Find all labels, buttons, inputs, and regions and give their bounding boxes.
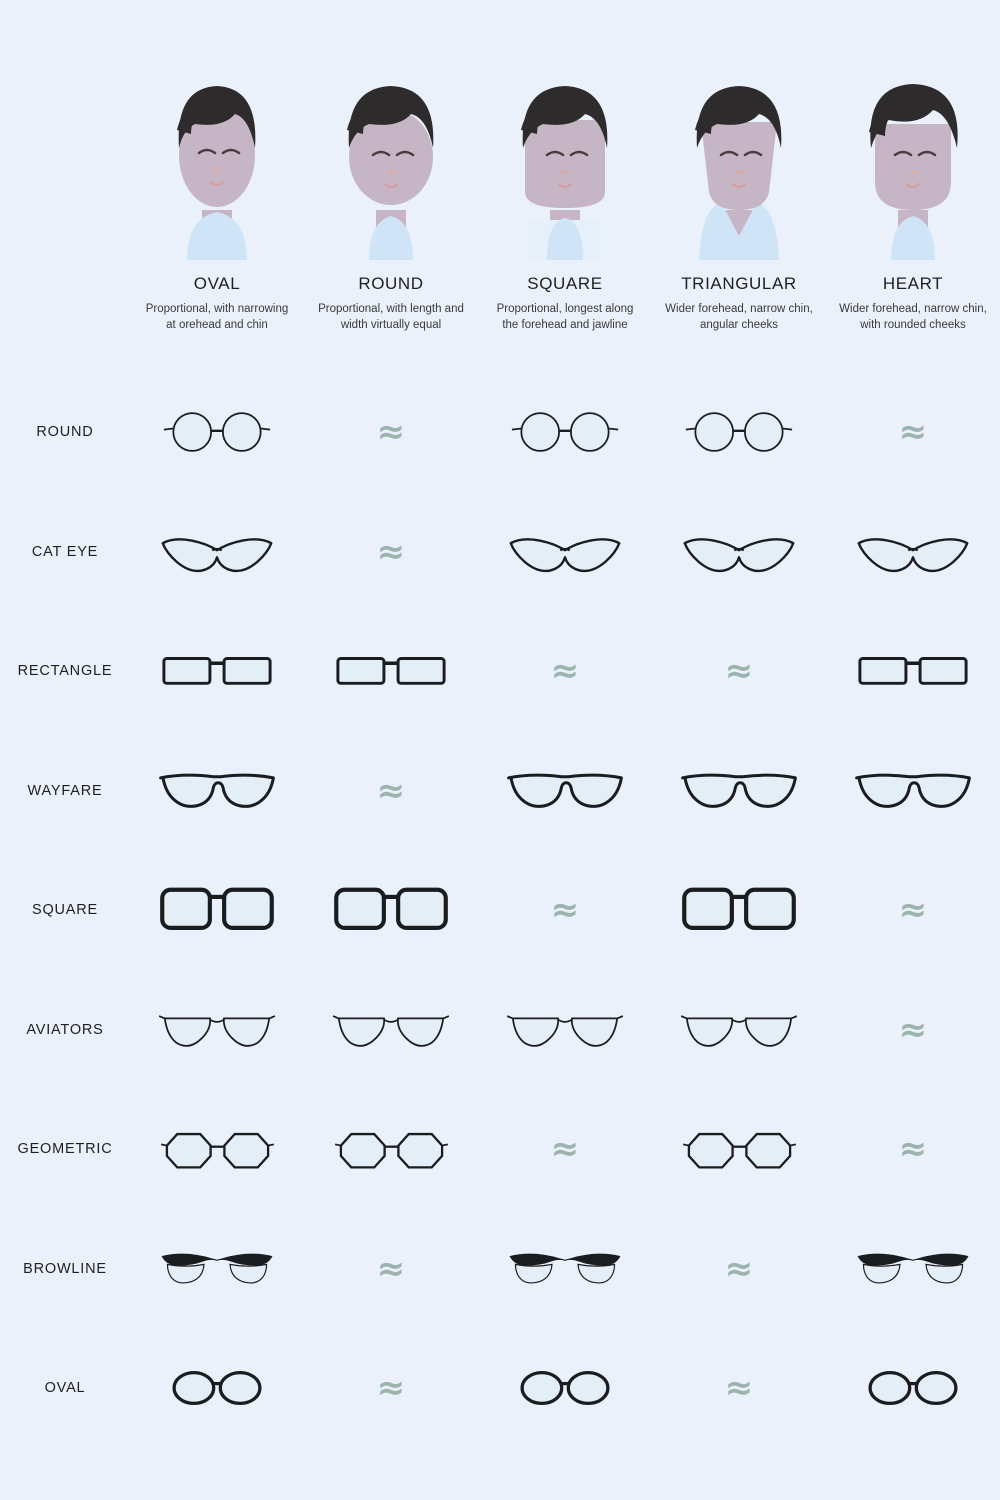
no-match-cell: [304, 492, 478, 612]
glasses-art: [853, 768, 973, 813]
face-desc-heart: Wider forehead, narrow chin, with rounded cheeks: [839, 303, 987, 331]
frame-row: [0, 1328, 1000, 1448]
face-column-heart: [826, 60, 1000, 333]
glasses-oval-icon: [130, 1328, 304, 1448]
glasses-art: [506, 530, 624, 574]
glasses-art: [854, 650, 972, 693]
frame-row-label: GEOMETRIC: [17, 1141, 113, 1157]
glasses-cateye-icon: [826, 492, 1000, 612]
frame-row-label: SQUARE: [31, 902, 99, 918]
no-match-cell: [826, 1089, 1000, 1209]
glasses-wayfare-icon: [652, 731, 826, 851]
glasses-oval-icon: [826, 1328, 1000, 1448]
glasses-wayfare-icon: [130, 731, 304, 851]
no-match-icon: ≈: [550, 651, 580, 691]
no-match-cell: [304, 1209, 478, 1329]
face-desc-triangular: Wider forehead, narrow chin, angular cheeks: [665, 303, 813, 331]
face-illustration-square: [495, 60, 635, 260]
frame-row-cells: [130, 492, 1000, 612]
face-name-heart: HEART: [882, 274, 944, 293]
no-match-icon: ≈: [376, 770, 406, 811]
no-match-cell: [826, 970, 1000, 1090]
frame-row-label: AVIATORS: [26, 1021, 104, 1038]
glasses-aviator-icon: [130, 970, 304, 1090]
no-match-icon: ≈: [376, 531, 406, 572]
frame-row-label: ROUND: [36, 424, 94, 440]
glasses-art: [681, 1009, 797, 1051]
glasses-geometric-icon: [130, 1089, 304, 1209]
glasses-art: [162, 1369, 272, 1407]
glasses-art: [332, 650, 450, 693]
glasses-art: [510, 1369, 620, 1407]
no-match-cell: [304, 1328, 478, 1448]
glasses-art: [158, 407, 276, 457]
no-match-cell: [304, 731, 478, 851]
frame-row: [0, 492, 1000, 612]
no-match-icon: ≈: [898, 412, 928, 452]
face-illustration-round: [321, 60, 461, 260]
glasses-art: [506, 407, 624, 457]
frame-row-cells: [130, 1209, 1000, 1329]
glasses-art: [680, 407, 798, 457]
frame-row-cells: [130, 850, 1000, 970]
frame-row-cells: [130, 970, 1000, 1090]
glasses-square-icon: [130, 850, 304, 970]
glasses-art: [160, 1127, 275, 1171]
no-match-icon: ≈: [376, 1368, 406, 1408]
face-column-triangular: [652, 60, 826, 333]
glasses-round-icon: [478, 372, 652, 492]
frame-row: [0, 731, 1000, 851]
glasses-aviator-icon: [652, 970, 826, 1090]
no-match-icon: ≈: [898, 1009, 928, 1050]
frame-row: [0, 970, 1000, 1090]
face-illustration-triangular: [669, 60, 809, 260]
glasses-art: [854, 530, 972, 574]
glasses-art: [854, 1249, 972, 1288]
frame-row: [0, 372, 1000, 492]
face-illustration-heart: [843, 60, 983, 260]
frame-row: [0, 611, 1000, 731]
glasses-round-icon: [130, 372, 304, 492]
glasses-rectangle-icon: [826, 611, 1000, 731]
face-desc-round: Proportional, with length and width virtually equal: [318, 303, 464, 331]
no-match-cell: [478, 611, 652, 731]
no-match-cell: [304, 372, 478, 492]
frame-row-cells: [130, 1328, 1000, 1448]
frame-row: [0, 1209, 1000, 1329]
glasses-aviator-icon: [304, 970, 478, 1090]
glasses-art: [333, 1009, 449, 1051]
glasses-cateye-icon: [478, 492, 652, 612]
glasses-art: [858, 1369, 968, 1407]
glasses-art: [158, 1249, 276, 1288]
glasses-browline-icon: [130, 1209, 304, 1329]
no-match-icon: ≈: [724, 1368, 754, 1408]
frame-row-cells: [130, 372, 1000, 492]
glasses-art: [506, 1249, 624, 1288]
no-match-cell: [478, 1089, 652, 1209]
frame-row: [0, 1089, 1000, 1209]
no-match-cell: [652, 1209, 826, 1329]
face-desc-oval: Proportional, with narrowing at orehead and chin: [145, 303, 289, 331]
glasses-art: [157, 768, 277, 813]
glasses-rectangle-icon: [304, 611, 478, 731]
glasses-square-icon: [652, 850, 826, 970]
no-match-icon: ≈: [550, 890, 580, 930]
glasses-browline-icon: [826, 1209, 1000, 1329]
face-name-round: ROUND: [358, 274, 424, 293]
no-match-icon: ≈: [376, 412, 406, 452]
no-match-icon: ≈: [550, 1129, 580, 1169]
no-match-cell: [652, 1328, 826, 1448]
no-match-cell: [826, 850, 1000, 970]
glasses-art: [158, 650, 276, 693]
frame-row: [0, 850, 1000, 970]
glasses-cateye-icon: [652, 492, 826, 612]
glasses-round-icon: [652, 372, 826, 492]
no-match-icon: ≈: [376, 1248, 406, 1289]
glasses-art: [505, 768, 625, 813]
glasses-geometric-icon: [652, 1089, 826, 1209]
face-column-square: [478, 60, 652, 333]
face-name-oval: OVAL: [193, 274, 241, 293]
glasses-wayfare-icon: [826, 731, 1000, 851]
frame-row-cells: [130, 611, 1000, 731]
face-type-header: [130, 60, 1000, 333]
frame-row-label: RECTANGLE: [17, 663, 113, 679]
glasses-art: [331, 885, 451, 935]
no-match-cell: [652, 611, 826, 731]
frame-row-label: CAT EYE: [31, 543, 99, 560]
glasses-art: [679, 768, 799, 813]
glasses-art: [679, 885, 799, 935]
no-match-cell: [478, 850, 652, 970]
glasses-art: [507, 1009, 623, 1051]
glasses-art: [159, 1009, 275, 1051]
glasses-cateye-icon: [130, 492, 304, 612]
frame-row-label: WAYFARE: [27, 782, 103, 799]
glasses-aviator-icon: [478, 970, 652, 1090]
face-illustration-oval: [147, 60, 287, 260]
glasses-square-icon: [304, 850, 478, 970]
no-match-icon: ≈: [724, 651, 754, 691]
glasses-oval-icon: [478, 1328, 652, 1448]
face-column-oval: [130, 60, 304, 333]
glasses-art: [157, 885, 277, 935]
frame-row-cells: [130, 1089, 1000, 1209]
face-name-triangular: TRIANGULAR: [681, 274, 797, 293]
no-match-icon: ≈: [898, 1129, 928, 1169]
glasses-art: [334, 1127, 449, 1171]
glasses-geometric-icon: [304, 1089, 478, 1209]
face-column-round: [304, 60, 478, 333]
face-desc-square: Proportional, longest along the forehead and jawline: [496, 303, 634, 331]
glasses-browline-icon: [478, 1209, 652, 1329]
no-match-icon: ≈: [724, 1248, 754, 1289]
glasses-art: [158, 530, 276, 574]
no-match-icon: ≈: [898, 890, 928, 930]
glasses-rectangle-icon: [130, 611, 304, 731]
face-name-square: SQUARE: [527, 274, 603, 293]
frame-row-cells: [130, 731, 1000, 851]
glasses-art: [682, 1127, 797, 1171]
glasses-art: [680, 530, 798, 574]
frame-row-label: OVAL: [44, 1380, 86, 1396]
glasses-wayfare-icon: [478, 731, 652, 851]
no-match-cell: [826, 372, 1000, 492]
frame-row-label: BROWLINE: [23, 1260, 107, 1277]
